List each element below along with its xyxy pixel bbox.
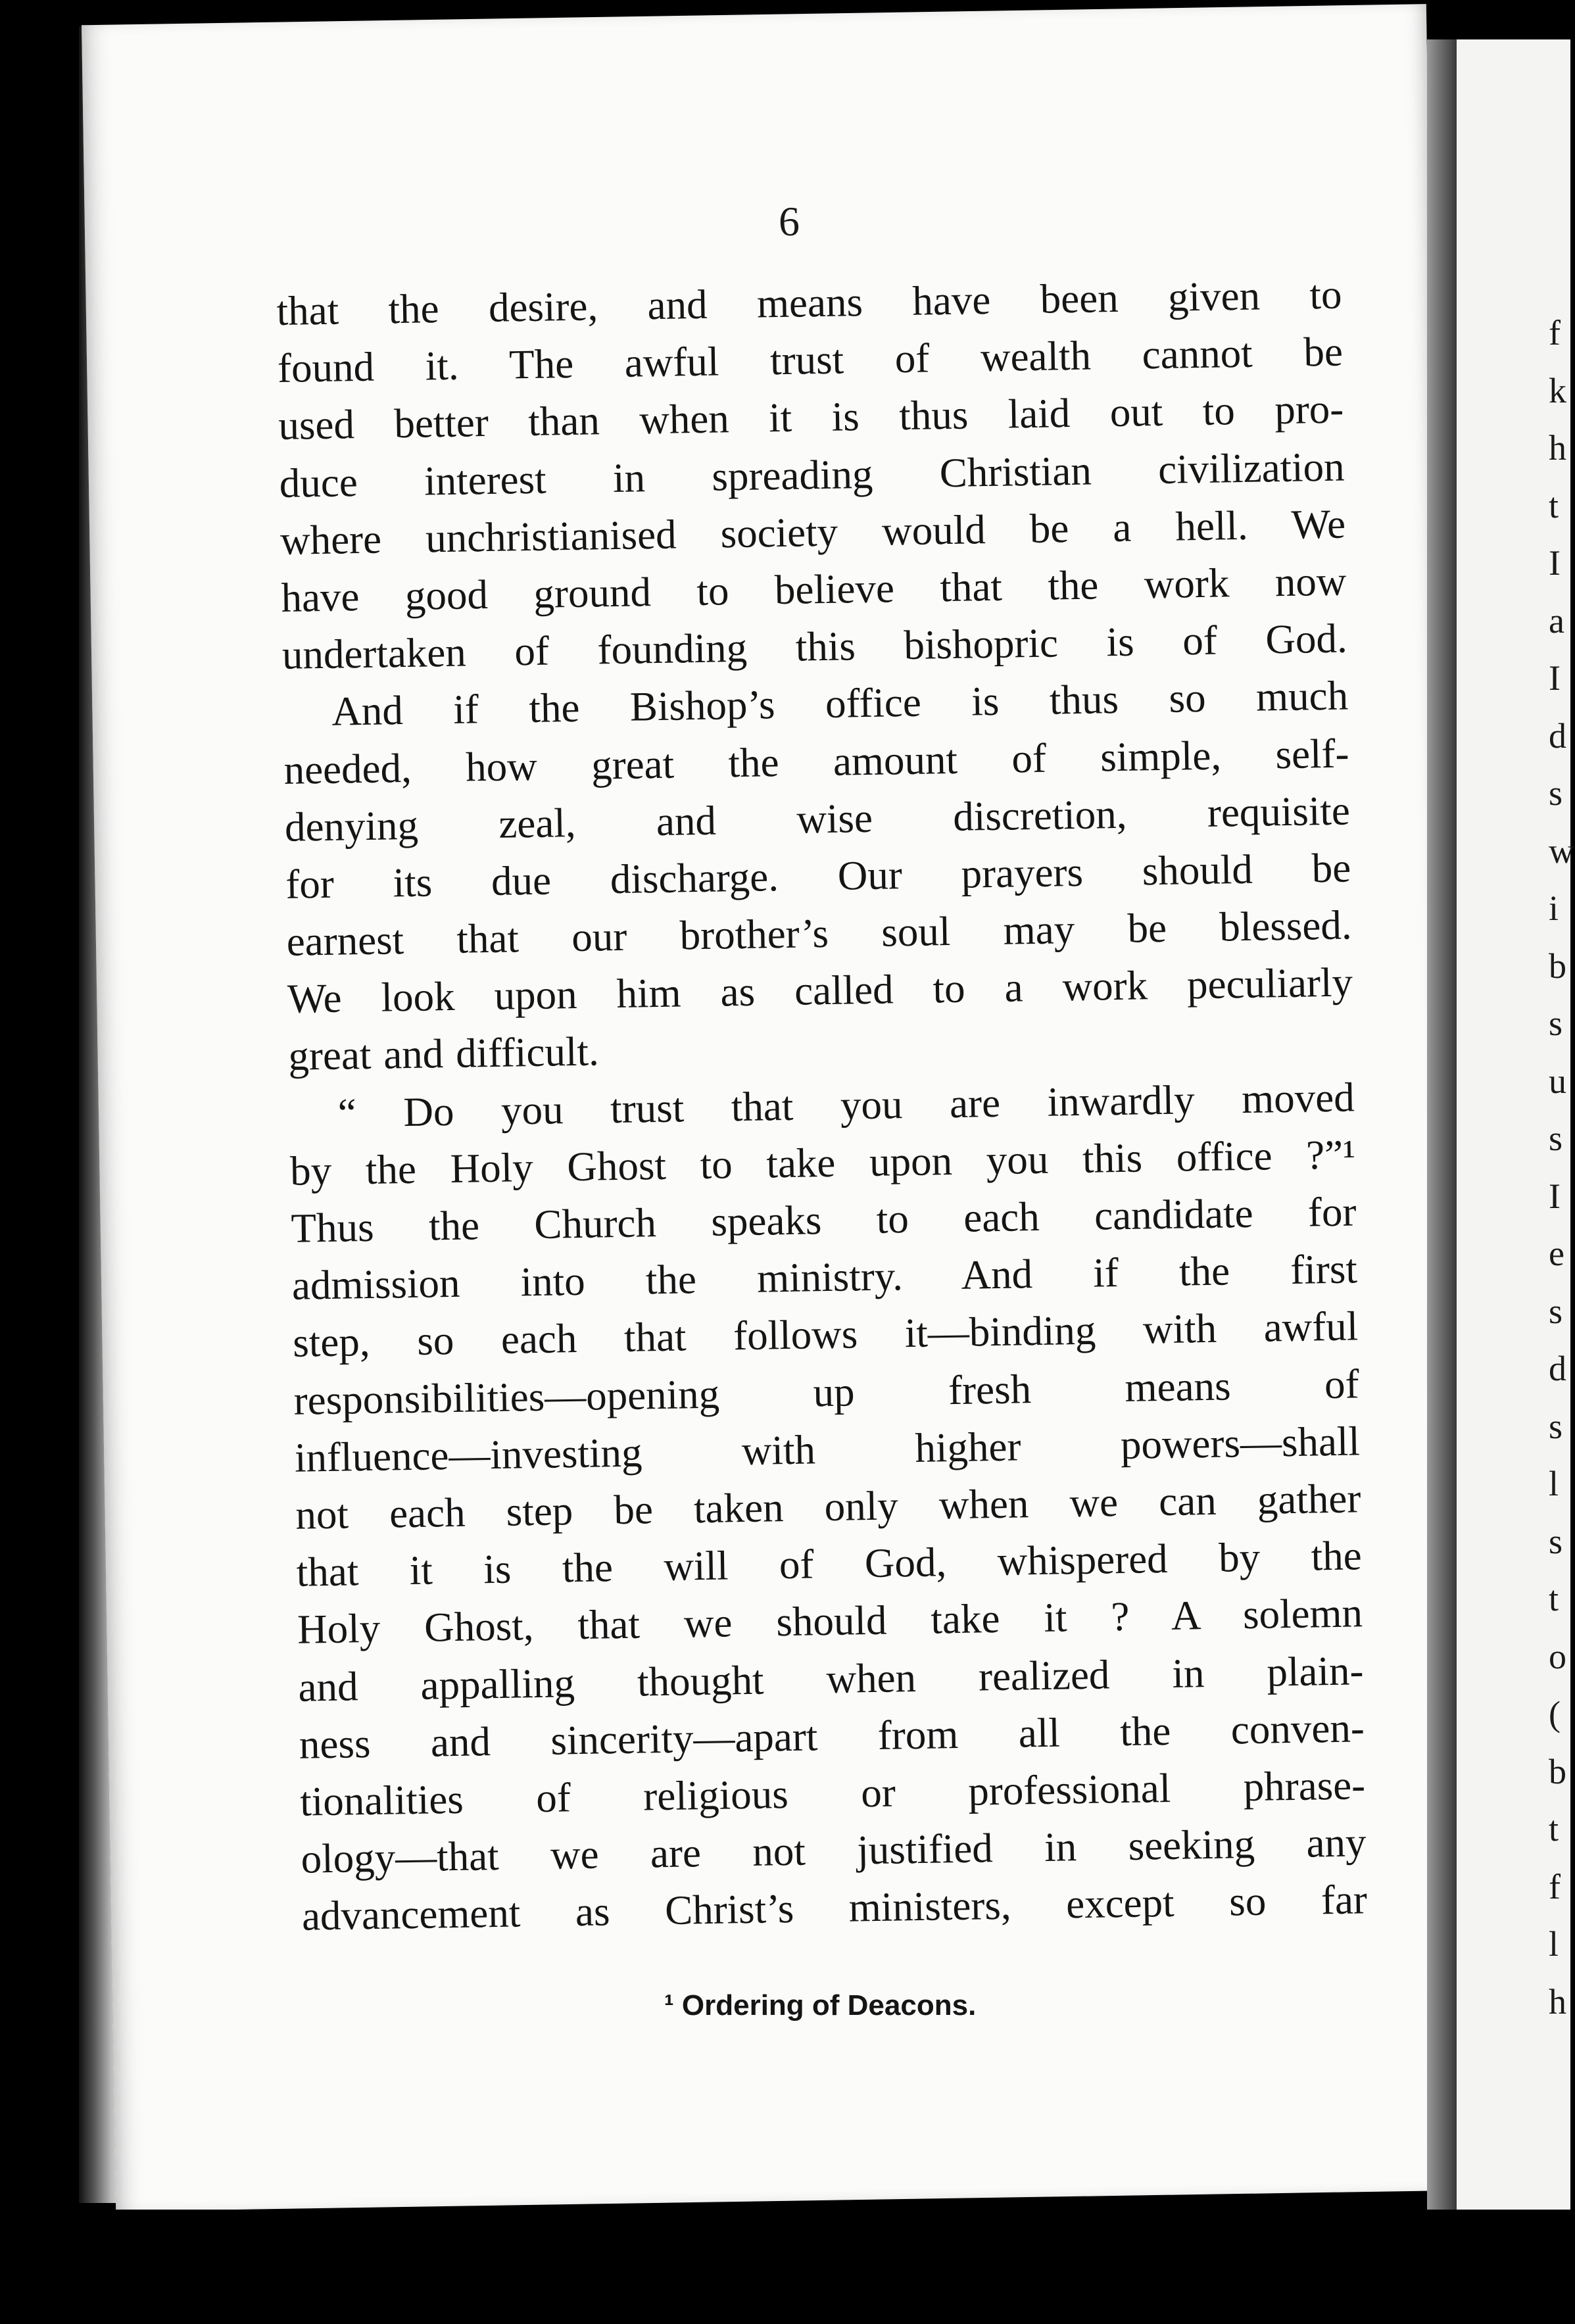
facing-page-letter: I	[1549, 658, 1561, 698]
text-line: And if the Bishop’s office is thus so much	[331, 672, 1349, 735]
footnote: ¹ Ordering of Deacons.	[664, 1989, 977, 2021]
text-line: advancement as Christ’s ministers, except so far	[301, 1876, 1368, 1939]
text-line: have good ground to believe that the work now	[280, 558, 1347, 621]
facing-page-letter: t	[1549, 1809, 1559, 1849]
facing-page-letter: u	[1549, 1061, 1566, 1101]
text-line: tionalities of religious or professional phrase-	[299, 1762, 1366, 1825]
bottom-shadow	[0, 2210, 1570, 2324]
facing-page-letter: k	[1549, 370, 1566, 410]
text-line: needed, how great the amount of simple, self-	[283, 729, 1349, 793]
facing-page-letter: h	[1549, 428, 1566, 468]
facing-page-letter: f	[1549, 313, 1561, 352]
text-line: admission into the ministry. And if the first	[291, 1246, 1358, 1309]
facing-page-letter: b	[1549, 946, 1566, 986]
facing-page-letter: d	[1549, 715, 1566, 756]
text-line: Thus the Church speaks to each candidate for	[291, 1188, 1357, 1251]
text-line: by the Holy Ghost to take upon you this office ?”¹	[289, 1131, 1356, 1194]
text-line: “ Do you trust that you are inwardly moved	[337, 1074, 1355, 1136]
facing-page-letter: I	[1549, 1176, 1561, 1216]
facing-page-letter: l	[1549, 1464, 1559, 1503]
text-line: duce interest in spreading Christian civilization	[279, 443, 1345, 506]
text-line: step, so each that follows it—binding with awful	[292, 1303, 1359, 1367]
text-line: that the desire, and means have been given to	[276, 271, 1343, 334]
facing-page-letter: s	[1549, 1119, 1563, 1158]
text-line: for its due discharge. Our prayers should be	[285, 844, 1351, 908]
facing-page-letter: s	[1549, 1521, 1563, 1561]
facing-page-letter: t	[1549, 485, 1559, 525]
text-line: undertaken of founding this bishopric is of God.	[281, 615, 1348, 679]
facing-page-letter: e	[1549, 1234, 1564, 1273]
facing-page-letter: I	[1549, 543, 1561, 583]
facing-page-letter: s	[1549, 1406, 1563, 1446]
facing-page-letter: d	[1549, 1349, 1566, 1388]
text-line: denying zeal, and wise discretion, requisite	[284, 787, 1351, 850]
body-text	[276, 266, 1368, 1946]
facing-page-letter: b	[1549, 1751, 1566, 1791]
facing-page-letter: h	[1549, 1981, 1566, 2021]
text-line: found it. The awful trust of wealth cannot be	[277, 328, 1344, 392]
text-line: influence—investing with higher powers—shall	[294, 1418, 1361, 1481]
text-line: ology—that we are not justified in seeking any	[301, 1819, 1367, 1882]
text-line: where unchristianised society would be a hell. We	[279, 500, 1346, 564]
text-line: We look upon him as called to a work peculiarly	[287, 959, 1353, 1023]
text-line: that it is the will of God, whispered by the	[296, 1532, 1363, 1595]
text-line: used better than when it is thus laid out to pro-	[278, 385, 1344, 449]
facing-page-letter: l	[1549, 1924, 1559, 1964]
facing-page-letter: t	[1549, 1579, 1559, 1618]
page-number: 6	[779, 198, 800, 245]
facing-page-letter: i	[1549, 888, 1559, 928]
text-line: earnest that our brother’s soul may be blessed.	[286, 902, 1353, 965]
facing-page-letter: s	[1549, 1004, 1563, 1043]
facing-page-letter: o	[1549, 1636, 1566, 1676]
text-line: and appalling thought when realized in plain-	[297, 1647, 1364, 1710]
facing-page-letter: a	[1549, 600, 1564, 641]
facing-page-letter: s	[1549, 773, 1563, 813]
text-line: Holy Ghost, that we should take it ? A solemn	[297, 1589, 1363, 1653]
text-line: responsibilities—opening up fresh means of	[293, 1360, 1360, 1424]
text-line: not each step be taken only when we can gather	[295, 1475, 1361, 1538]
text-line: ness and sincerity—apart from all the conven-	[299, 1704, 1365, 1768]
text-line: great and difficult.	[287, 1028, 600, 1080]
facing-page-letter: s	[1549, 1291, 1563, 1331]
facing-page-letter: w	[1549, 831, 1574, 871]
facing-page-letter: f	[1549, 1866, 1561, 1906]
facing-page-letter: (	[1549, 1694, 1561, 1733]
